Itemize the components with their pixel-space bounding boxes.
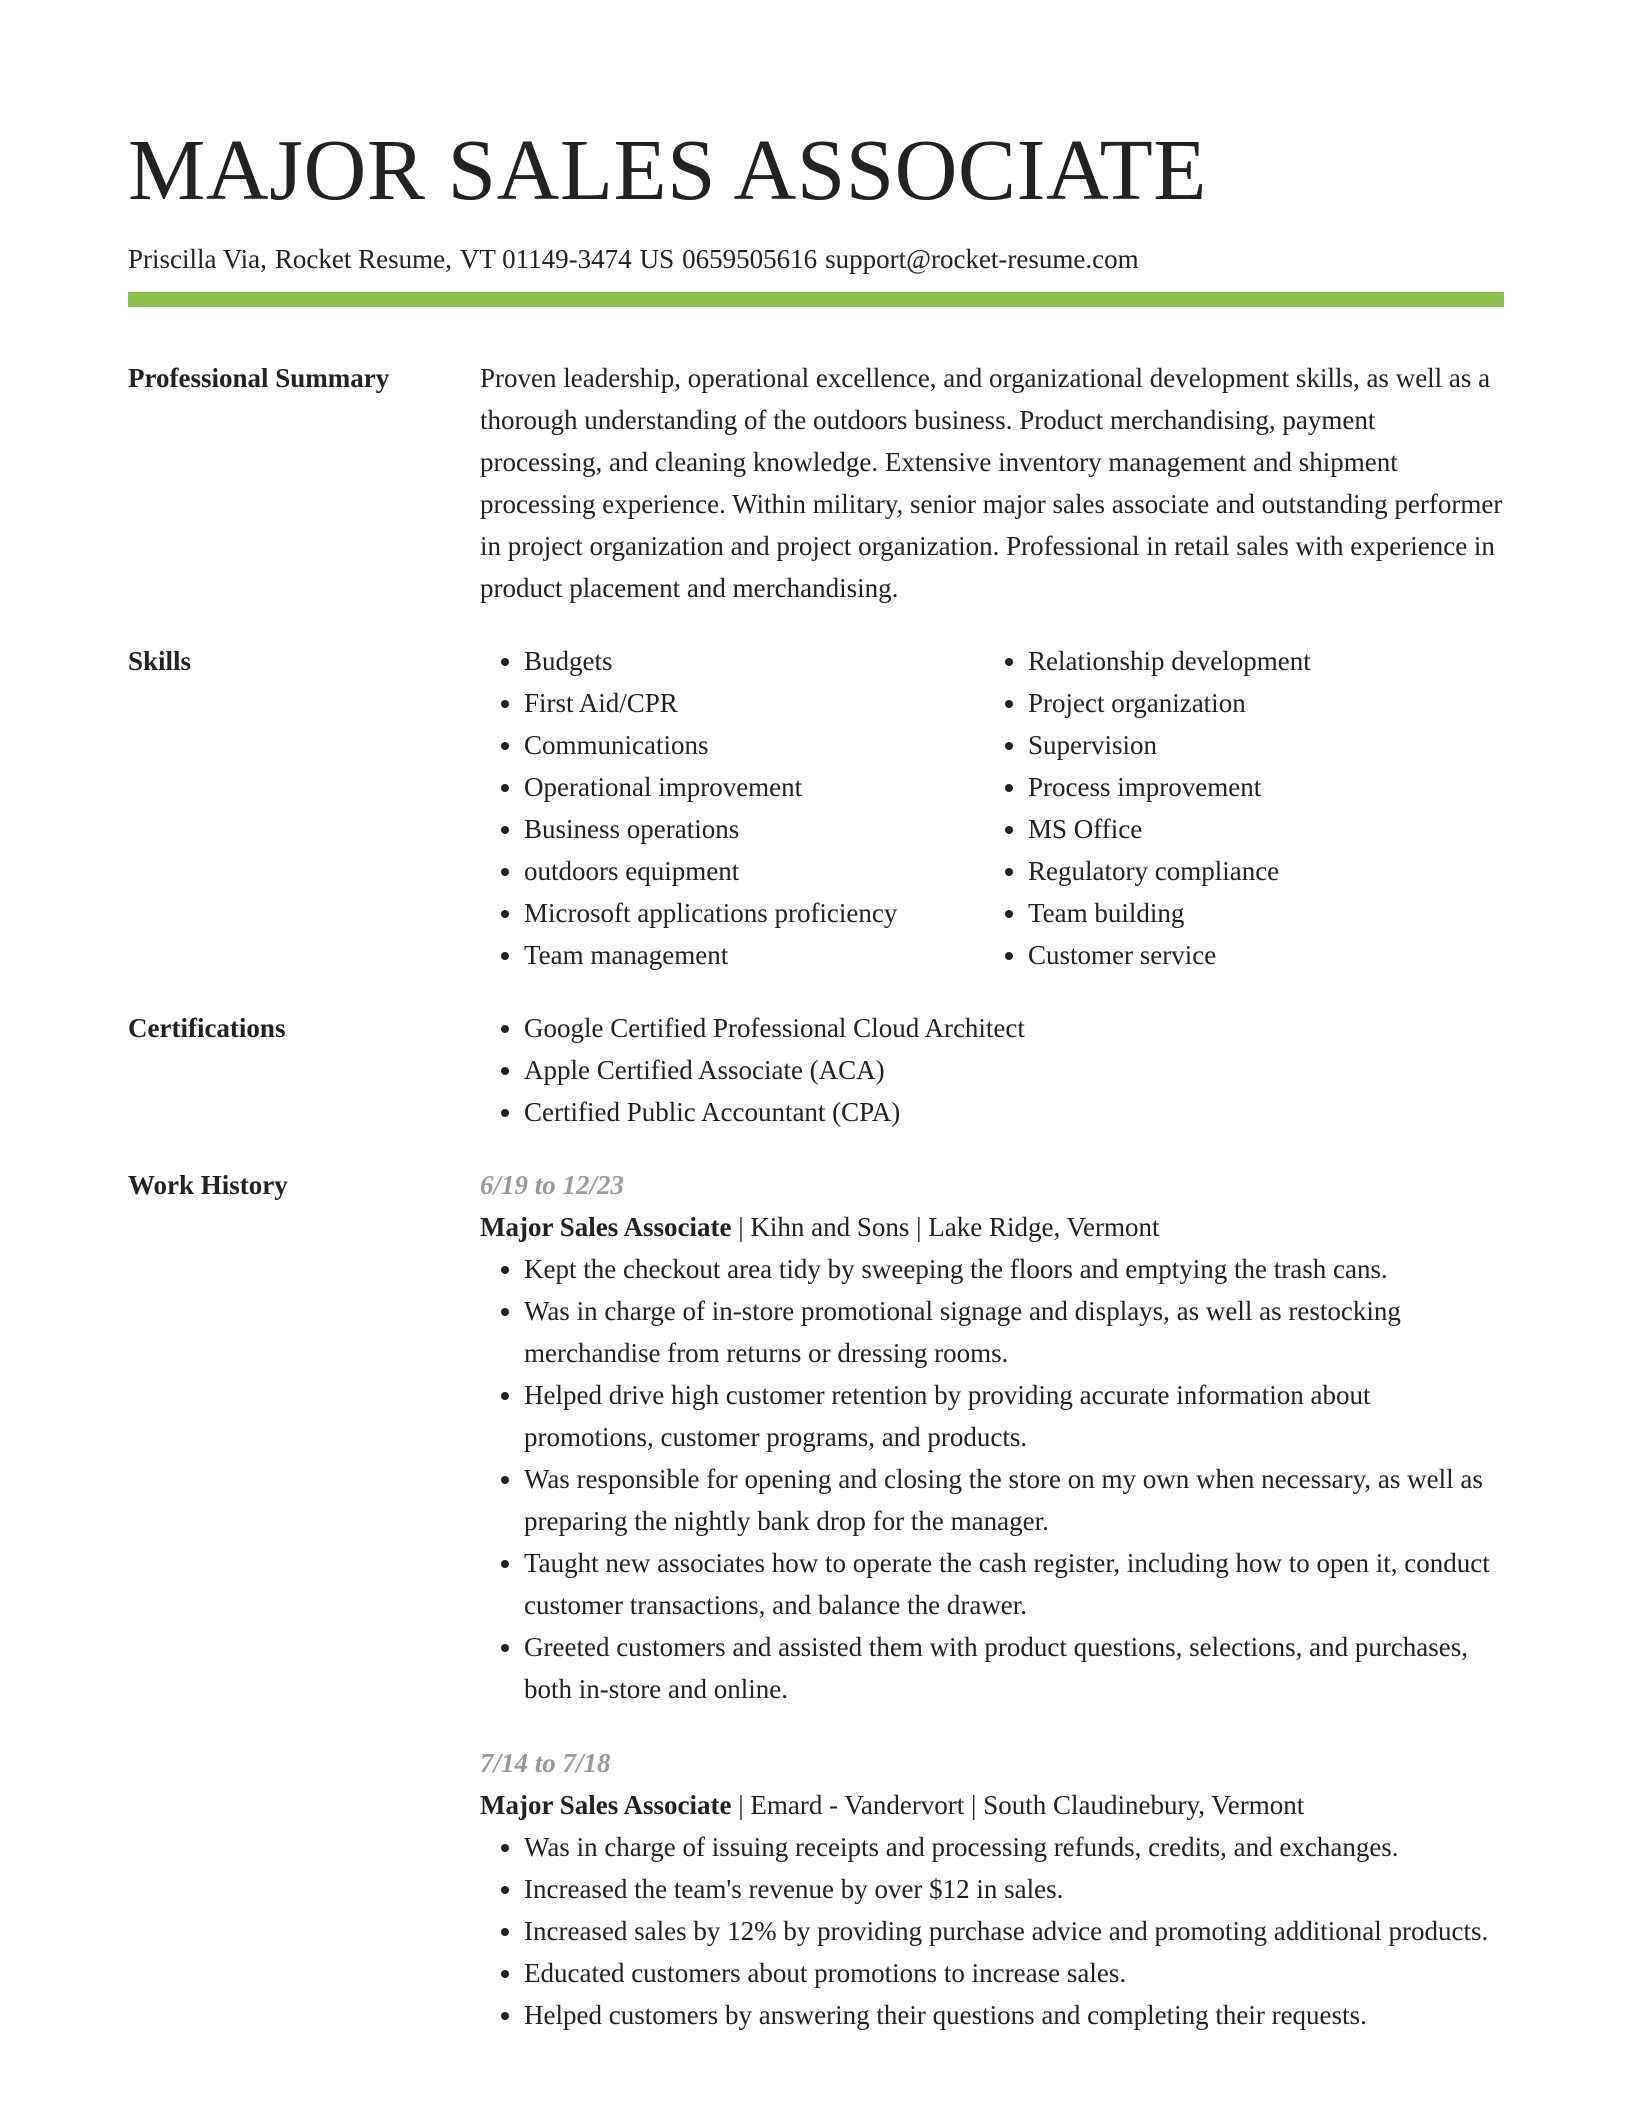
- skill-item: • Team management: [524, 934, 984, 976]
- skill-item: • Project organization: [1028, 682, 1488, 724]
- certification-item: • Google Certified Professional Cloud Architect: [524, 1007, 1504, 1049]
- accent-divider: [128, 292, 1504, 307]
- job-title-line: [480, 1784, 1504, 1826]
- summary-heading: Professional Summary: [128, 363, 390, 393]
- job-duty: • Increased sales by 12% by providing purchase advice and promoting additional products.: [524, 1910, 1504, 1952]
- skill-item: • Customer service: [1028, 934, 1488, 976]
- contact-state-zip: VT 01149-3474: [459, 244, 632, 274]
- certifications-body: [480, 1007, 1504, 1133]
- job-duties-list: [480, 1248, 1504, 1710]
- job-dates: 6/19 to 12/23: [480, 1170, 625, 1200]
- job-title: Major Sales Associate: [480, 1212, 732, 1242]
- contact-phone: 0659505616: [682, 244, 818, 274]
- resume-title: MAJOR SALES ASSOCIATE: [128, 121, 1207, 218]
- job-duties-list: [480, 1826, 1504, 2036]
- skill-item: • MS Office: [1028, 808, 1488, 850]
- skill-item: • Microsoft applications proficiency: [524, 892, 984, 934]
- work-history-section: [128, 1164, 1504, 2036]
- work-history-heading: Work History: [128, 1170, 288, 1200]
- skills-columns: [480, 640, 1504, 976]
- skill-item: • Relationship development: [1028, 640, 1488, 682]
- certifications-heading: Certifications: [128, 1013, 286, 1043]
- skills-list-right: [984, 640, 1488, 976]
- job-duty: • Was responsible for opening and closing the store on my own when necessary, as well as preparing the nightly bank drop for the manager.: [524, 1458, 1504, 1542]
- skill-item: • Communications: [524, 724, 984, 766]
- skill-item: • Team building: [1028, 892, 1488, 934]
- contact-city: Rocket Resume,: [274, 244, 452, 274]
- contact-email[interactable]: support@rocket-resume.com: [825, 244, 1139, 274]
- skills-list-left: [480, 640, 984, 976]
- job-employer-location: | Emard - Vandervort | South Claudinebury, Vermont: [731, 1790, 1305, 1820]
- skills-column-left: [480, 640, 984, 976]
- skills-column-right: [984, 640, 1488, 976]
- summary-text: Proven leadership, operational excellence, and organizational development skills, as well as a thorough understanding of the outdoors business. Product merchandising, payment processing, and cleaning knowledge. Extensive inventory management and shipment processing experience. Within military, senior major sales associate and outstanding performer in project organization and project organization. Professional in retail sales with experience in product placement and merchandising.: [480, 363, 1503, 603]
- skill-item: • Regulatory compliance: [1028, 850, 1488, 892]
- skill-item: • Process improvement: [1028, 766, 1488, 808]
- skills-section: [128, 640, 1504, 976]
- job-duty: • Helped drive high customer retention by providing accurate information about promotions, customer programs, and products.: [524, 1374, 1504, 1458]
- job-duty: • Was in charge of in-store promotional signage and displays, as well as restocking merchandise from returns or dressing rooms.: [524, 1290, 1504, 1374]
- contact-country: US: [639, 244, 675, 274]
- skill-item: • First Aid/CPR: [524, 682, 984, 724]
- contact-line: [128, 242, 1504, 276]
- summary-section: [128, 357, 1504, 609]
- job-duty: • Kept the checkout area tidy by sweeping the floors and emptying the trash cans.: [524, 1248, 1504, 1290]
- skill-item: • Business operations: [524, 808, 984, 850]
- skill-item: • Budgets: [524, 640, 984, 682]
- certification-item: • Apple Certified Associate (ACA): [524, 1049, 1504, 1091]
- certifications-section: [128, 1007, 1504, 1133]
- resume-page: [128, 118, 1504, 2036]
- job-entry: [480, 1164, 1504, 1710]
- job-duty: • Helped customers by answering their questions and completing their requests.: [524, 1994, 1504, 2036]
- job-employer-location: | Kihn and Sons | Lake Ridge, Vermont: [731, 1212, 1160, 1242]
- job-duty: • Was in charge of issuing receipts and processing refunds, credits, and exchanges.: [524, 1826, 1504, 1868]
- job-entry: [480, 1742, 1504, 2036]
- job-duty: • Increased the team's revenue by over $12 in sales.: [524, 1868, 1504, 1910]
- skill-item: • Supervision: [1028, 724, 1488, 766]
- job-title-line: [480, 1206, 1504, 1248]
- certifications-list: [480, 1007, 1504, 1133]
- skill-item: • outdoors equipment: [524, 850, 984, 892]
- certification-item: • Certified Public Accountant (CPA): [524, 1091, 1504, 1133]
- job-duty: • Greeted customers and assisted them with product questions, selections, and purchases, both in-store and online.: [524, 1626, 1504, 1710]
- job-duty: • Educated customers about promotions to increase sales.: [524, 1952, 1504, 1994]
- job-duty: • Taught new associates how to operate the cash register, including how to open it, conduct customer transactions, and balance the drawer.: [524, 1542, 1504, 1626]
- skills-heading: Skills: [128, 646, 192, 676]
- job-dates: 7/14 to 7/18: [480, 1748, 611, 1778]
- work-history-body: [480, 1164, 1504, 2036]
- job-title: Major Sales Associate: [480, 1790, 732, 1820]
- skill-item: • Operational improvement: [524, 766, 984, 808]
- contact-name: Priscilla Via,: [128, 244, 267, 274]
